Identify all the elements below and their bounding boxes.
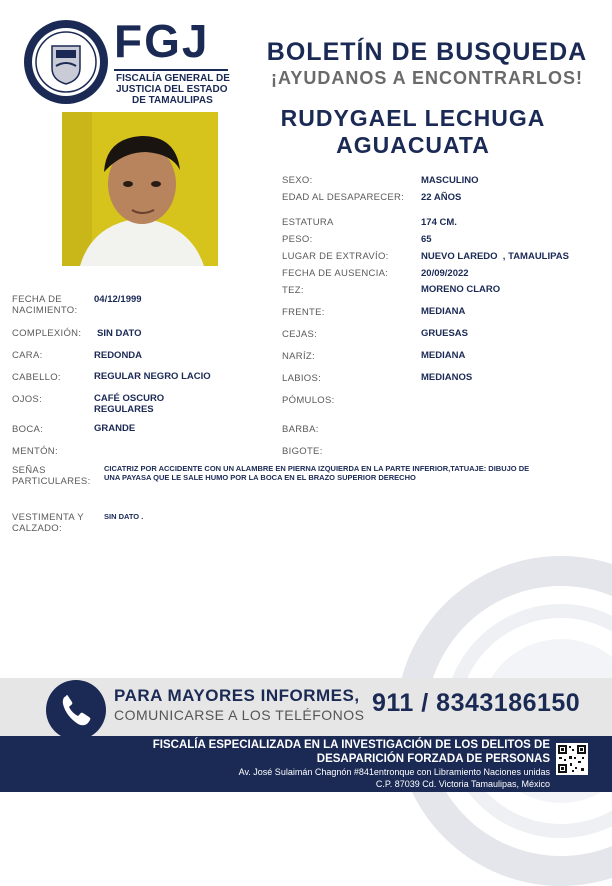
fgj-seal-logo xyxy=(22,18,110,106)
mustache-label: BIGOTE: xyxy=(282,446,323,457)
age-value: 22 AÑOS xyxy=(421,192,462,203)
build-label: COMPLEXIÓN: xyxy=(12,328,82,339)
forehead-label: FRENTE: xyxy=(282,307,325,318)
person-name-line-1: RUDYGAEL LECHUGA xyxy=(280,105,546,131)
eyebrows-value: GRUESAS xyxy=(421,328,468,339)
office-address-line-1: Av. José Sulaimán Chagnón #841entronque con Libramiento Naciones unidas xyxy=(238,767,550,777)
nose-label: NARÍZ: xyxy=(282,351,315,362)
age-label: EDAD AL DESAPARECER: xyxy=(282,192,405,203)
beard-label: BARBA: xyxy=(282,424,319,435)
build-value: SIN DATO xyxy=(97,328,142,339)
absence-date-label: FECHA DE AUSENCIA: xyxy=(282,268,389,279)
place-label: LUGAR DE EXTRAVÍO: xyxy=(282,251,389,262)
clothing-value: SIN DATO . xyxy=(104,512,144,521)
missing-person-photo xyxy=(62,112,218,266)
eyebrows-label: CEJAS: xyxy=(282,329,318,340)
face-label: CARA: xyxy=(12,350,43,361)
agency-divider xyxy=(114,69,228,71)
cheekbones-label: PÓMULOS: xyxy=(282,395,335,406)
weight-label: PESO: xyxy=(282,234,313,245)
complexion-tone-value: MORENO CLARO xyxy=(421,284,501,295)
office-name-line-1: FISCALÍA ESPECIALIZADA EN LA INVESTIGACIÓN DE LOS DELITOS DE xyxy=(152,739,550,751)
place-value: NUEVO LAREDO , TAMAULIPAS xyxy=(421,251,569,262)
birthdate-label-line-1: FECHA DE xyxy=(12,294,62,305)
fgj-logo-text: FGJ xyxy=(114,15,210,67)
height-label: ESTATURA xyxy=(282,217,334,228)
weight-value: 65 xyxy=(421,234,432,245)
sex-label: SEXO: xyxy=(282,175,313,186)
marks-value-line-1: CICATRIZ POR ACCIDENTE CON UN ALAMBRE EN PIERNA IZQUIERDA EN LA PARTE INFERIOR,TATUAJE: DIBUJO DE xyxy=(104,464,530,473)
bulletin-title: BOLETÍN DE BUSQUEDA xyxy=(266,38,588,66)
hair-label: CABELLO: xyxy=(12,372,61,383)
birthdate-label-line-2: NACIMIENTO: xyxy=(12,305,78,316)
chin-label: MENTÓN: xyxy=(12,446,58,457)
eyes-value-line-2: REGULARES xyxy=(94,404,154,415)
nose-value: MEDIANA xyxy=(421,350,466,361)
phone-icon xyxy=(46,680,106,740)
agency-name-line-1: FISCALÍA GENERAL DE xyxy=(116,73,230,84)
face-value: REDONDA xyxy=(94,350,143,361)
eyes-value-line-1: CAFÉ OSCURO xyxy=(94,393,165,404)
contact-phone-numbers: 911 / 8343186150 xyxy=(372,689,581,717)
person-name-line-2: AGUACUATA xyxy=(336,132,490,158)
clothing-label-line-2: CALZADO: xyxy=(12,523,62,534)
office-address-line-2: C.P. 87039 Cd. Victoria Tamaulipas, México xyxy=(375,779,550,789)
forehead-value: MEDIANA xyxy=(421,306,466,317)
mouth-label: BOCA: xyxy=(12,424,44,435)
contact-heading: PARA MAYORES INFORMES, xyxy=(114,686,360,705)
absence-date-value: 20/09/2022 xyxy=(421,268,469,279)
marks-label-line-1: SEÑAS xyxy=(12,465,46,476)
agency-name-line-3: DE TAMAULIPAS xyxy=(132,95,213,106)
lips-label: LABIOS: xyxy=(282,373,322,384)
mouth-value: GRANDE xyxy=(94,423,136,434)
sex-value: MASCULINO xyxy=(421,175,479,186)
office-name-line-2: DESAPARICIÓN FORZADA DE PERSONAS xyxy=(316,753,550,765)
complexion-tone-label: TEZ: xyxy=(282,285,304,296)
contact-subheading: COMUNICARSE A LOS TELÉFONOS xyxy=(114,707,365,723)
height-value: 174 CM. xyxy=(421,217,457,228)
eyes-label: OJOS: xyxy=(12,394,43,405)
marks-label-line-2: PARTICULARES: xyxy=(12,476,91,487)
agency-name-line-2: JUSTICIA DEL ESTADO xyxy=(116,84,228,95)
bulletin-subtitle: ¡AYUDANOS A ENCONTRARLOS! xyxy=(270,68,583,88)
birthdate-value: 04/12/1999 xyxy=(94,294,142,305)
hair-value: REGULAR NEGRO LACIO xyxy=(94,371,211,382)
lips-value: MEDIANOS xyxy=(421,372,473,383)
marks-value-line-2: UNA PAYASA QUE LE SALE HUMO POR LA BOCA EN EL BRAZO SUPERIOR DERECHO xyxy=(104,473,416,482)
clothing-label-line-1: VESTIMENTA Y xyxy=(12,512,84,523)
qr-code xyxy=(556,743,588,775)
